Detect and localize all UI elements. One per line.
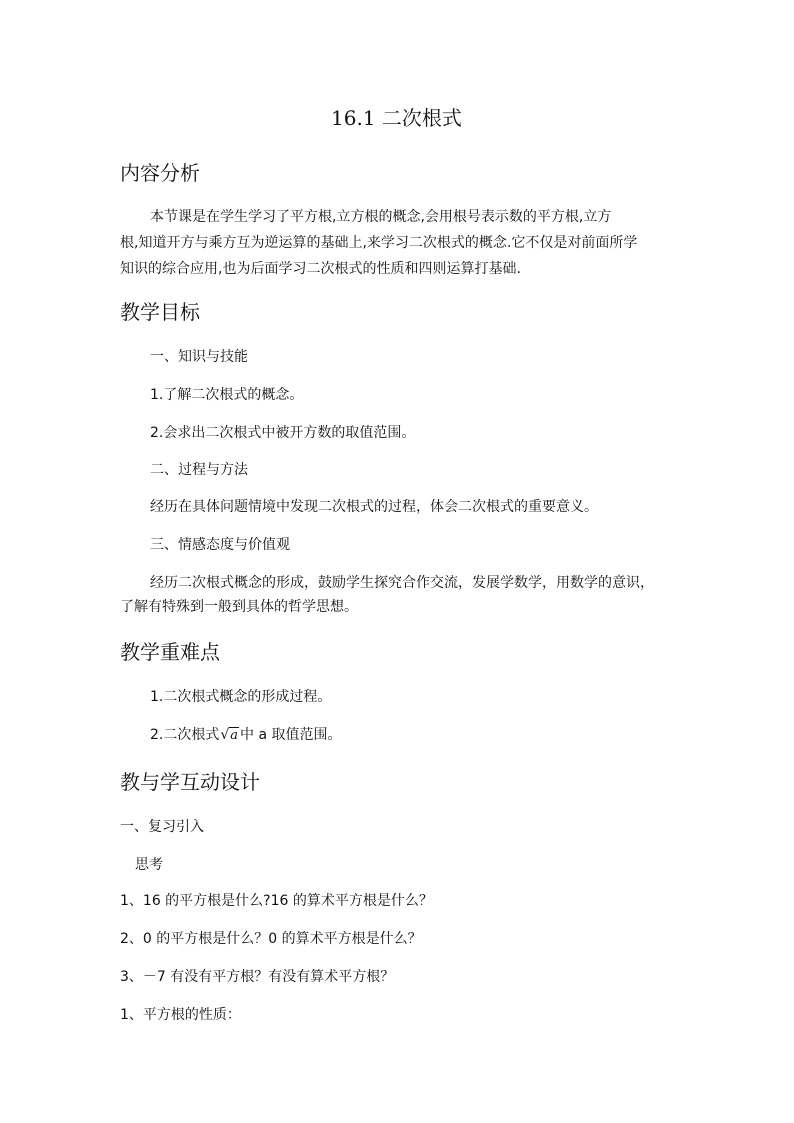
radicand: a — [230, 728, 239, 743]
goal-process-text: 经历在具体问题情境中发现二次根式的过程，体会二次根式的重要意义。 — [150, 499, 598, 515]
goal-item-2: 2.会求出二次根式中被开方数的取值范围。 — [150, 425, 416, 441]
key-point-2-prefix: 2.二次根式 — [150, 727, 220, 743]
design-subheading-review: 一、复习引入 — [120, 819, 204, 835]
analysis-paragraph-line-3: 知识的综合应用,也为后面学习二次根式的性质和四则运算打基础. — [120, 261, 521, 277]
radical-sign: √ — [220, 727, 230, 743]
section-heading-design: 教与学互动设计 — [120, 770, 260, 794]
goal-heading-knowledge: 一、知识与技能 — [150, 349, 248, 365]
goal-attitude-text-line-2: 了解有特殊到一般到具体的哲学思想。 — [120, 599, 358, 615]
question-1: 1、16 的平方根是什么?16 的算术平方根是什么？ — [120, 893, 433, 909]
goal-heading-process: 二、过程与方法 — [150, 462, 248, 478]
analysis-paragraph-line-2: 根,知道开方与乘方互为逆运算的基础上,来学习二次根式的概念.它不仅是对前面所学 — [120, 235, 638, 251]
question-2: 2、0 的平方根是什么？0 的算术平方根是什么？ — [120, 931, 422, 947]
question-3: 3、－7 有没有平方根？有没有算术平方根？ — [120, 969, 395, 985]
square-root-expression — [220, 725, 239, 746]
design-think-label: 思考 — [135, 857, 163, 873]
document-title: 16.1 二次根式 — [331, 106, 462, 130]
analysis-paragraph-line-1: 本节课是在学生学习了平方根,立方根的概念,会用根号表示数的平方根,立方 — [150, 209, 612, 225]
key-point-1: 1.二次根式概念的形成过程。 — [150, 689, 332, 705]
section-heading-analysis: 内容分析 — [120, 161, 200, 185]
key-point-2-suffix: 中 a 取值范围。 — [240, 727, 342, 743]
goal-attitude-text-line-1: 经历二次根式概念的形成，鼓励学生探究合作交流，发展学数学，用数学的意识， — [150, 575, 654, 591]
key-point-2 — [150, 725, 342, 746]
section-heading-goals: 教学目标 — [120, 300, 200, 324]
goal-item-1: 1.了解二次根式的概念。 — [150, 387, 304, 403]
question-4: 1、平方根的性质： — [120, 1007, 241, 1023]
goal-heading-attitude: 三、情感态度与价值观 — [150, 537, 290, 553]
section-heading-key-points: 教学重难点 — [120, 640, 220, 664]
